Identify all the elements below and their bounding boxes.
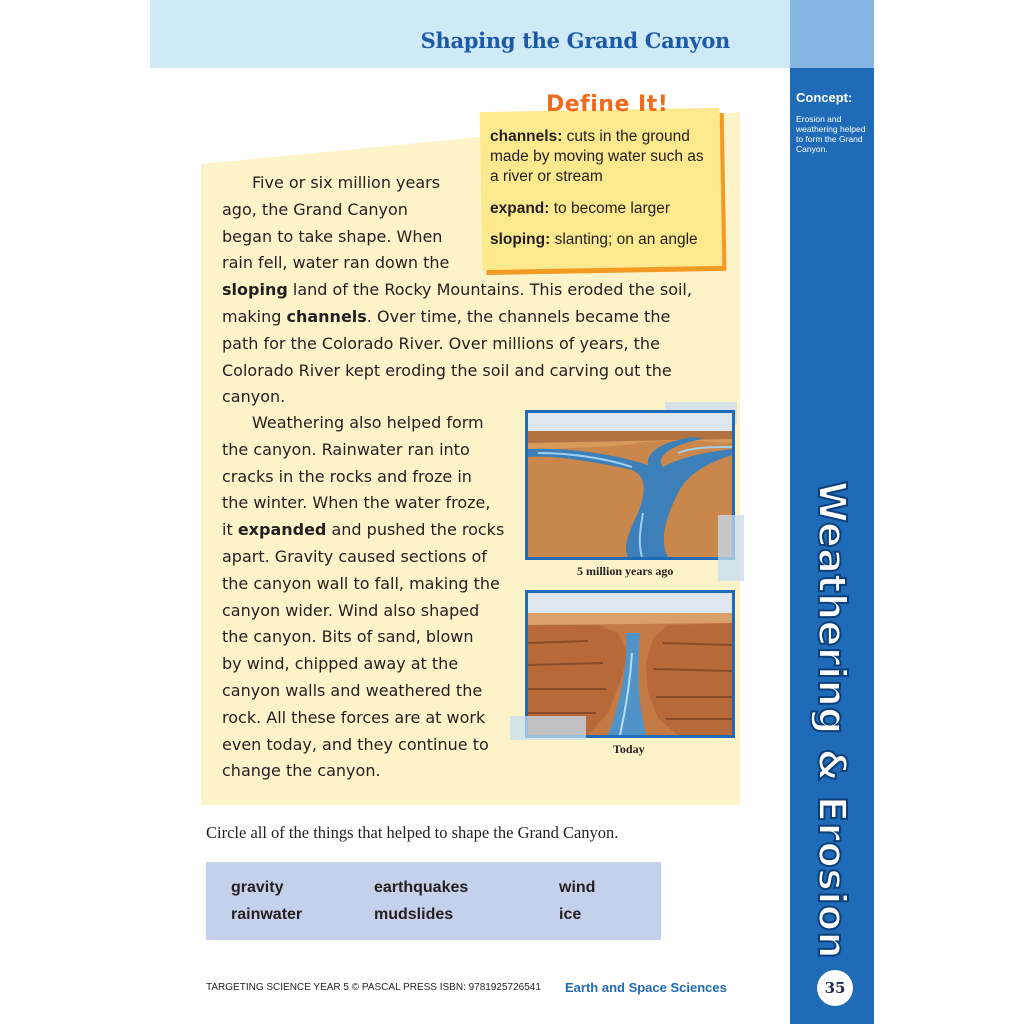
canyon-today-image — [528, 593, 732, 735]
definition-term: sloping: — [490, 231, 551, 248]
define-it-title: Define It! — [546, 92, 669, 117]
sidebar-vertical-title: Weathering & Erosion — [810, 480, 854, 960]
text-line: Five or six million years — [252, 173, 441, 192]
concept-text: Erosion and weathering helped to form the Grand Canyon. — [796, 114, 866, 154]
text-line: Weathering also helped form — [252, 413, 484, 432]
word-choice[interactable]: gravity — [231, 879, 284, 896]
canyon-illustration-past — [525, 410, 735, 560]
illustration-caption-today: Today — [613, 742, 645, 756]
word-choice[interactable]: ice — [559, 906, 582, 923]
footer-publisher-info: TARGETING SCIENCE YEAR 5 © PASCAL PRESS ISBN: 9781925726541 — [206, 982, 541, 993]
text-line: began to take shape. When — [222, 226, 443, 246]
text-line: rain fell, water ran down the — [222, 253, 450, 273]
text-line: canyon walls and weathered the — [222, 680, 483, 700]
word-choice[interactable]: earthquakes — [374, 879, 469, 896]
footer-section-name: Earth and Space Sciences — [565, 980, 727, 995]
definition-channels — [490, 127, 715, 187]
text-line: path for the Colorado River. Over millions of years, the — [222, 333, 660, 353]
text-line: canyon wider. Wind also shaped — [222, 600, 480, 620]
page-number: 35 — [817, 970, 853, 1006]
definition-term: expand: — [490, 200, 550, 217]
text-line: sloping land of the Rocky Mountains. This eroded the soil, — [222, 280, 692, 300]
definition-text: to become larger — [553, 200, 671, 217]
definition-sloping — [490, 230, 715, 250]
text-line: ago, the Grand Canyon — [222, 199, 408, 219]
text-line: it expanded and pushed the rocks — [222, 520, 505, 540]
sidebar-title-wrap — [790, 480, 874, 960]
text-line: canyon. — [222, 387, 286, 407]
bold-term-channels: channels — [286, 306, 367, 326]
text-line: the winter. When the water froze, — [222, 493, 491, 513]
text-line: the canyon wall to fall, making the — [222, 573, 500, 593]
tape-decoration — [510, 716, 586, 740]
definition-text: cuts in the ground made by moving water such as a river or stream — [490, 128, 704, 185]
activity-question: Circle all of the things that helped to shape the Grand Canyon. — [206, 823, 619, 842]
text-line: by wind, chipped away at the — [222, 654, 459, 674]
definition-term: channels: — [490, 128, 563, 145]
bold-term-sloping: sloping — [222, 280, 288, 300]
text-line: rock. All these forces are at work — [222, 707, 486, 727]
text-line: change the canyon. — [222, 761, 381, 781]
text-line: making channels. Over time, the channels became the — [222, 306, 671, 326]
canyon-past-image — [528, 413, 732, 557]
text-line: the canyon. Bits of sand, blown — [222, 627, 474, 647]
sidebar-top-block — [790, 0, 874, 68]
word-choice[interactable]: rainwater — [231, 906, 303, 923]
text-line: the canyon. Rainwater ran into — [222, 439, 470, 459]
word-choices-box — [206, 862, 661, 940]
text-line: cracks in the rocks and froze in — [222, 466, 472, 486]
word-choice[interactable]: mudslides — [374, 906, 454, 923]
definition-text: slanting; on an angle — [554, 231, 698, 248]
page-title: Shaping the Grand Canyon — [420, 28, 730, 53]
illustration-caption-past: 5 million years ago — [577, 564, 674, 578]
paragraph-2 — [222, 410, 522, 785]
concept-heading: Concept: — [796, 90, 853, 105]
text-line: even today, and they continue to — [222, 734, 489, 754]
tape-decoration — [718, 515, 744, 581]
text-line: Colorado River kept eroding the soil and carving out the — [222, 360, 672, 380]
bold-term-expanded: expanded — [237, 520, 327, 540]
definition-expand — [490, 199, 715, 219]
text-line: apart. Gravity caused sections of — [222, 546, 487, 566]
word-choice[interactable]: wind — [559, 879, 596, 896]
